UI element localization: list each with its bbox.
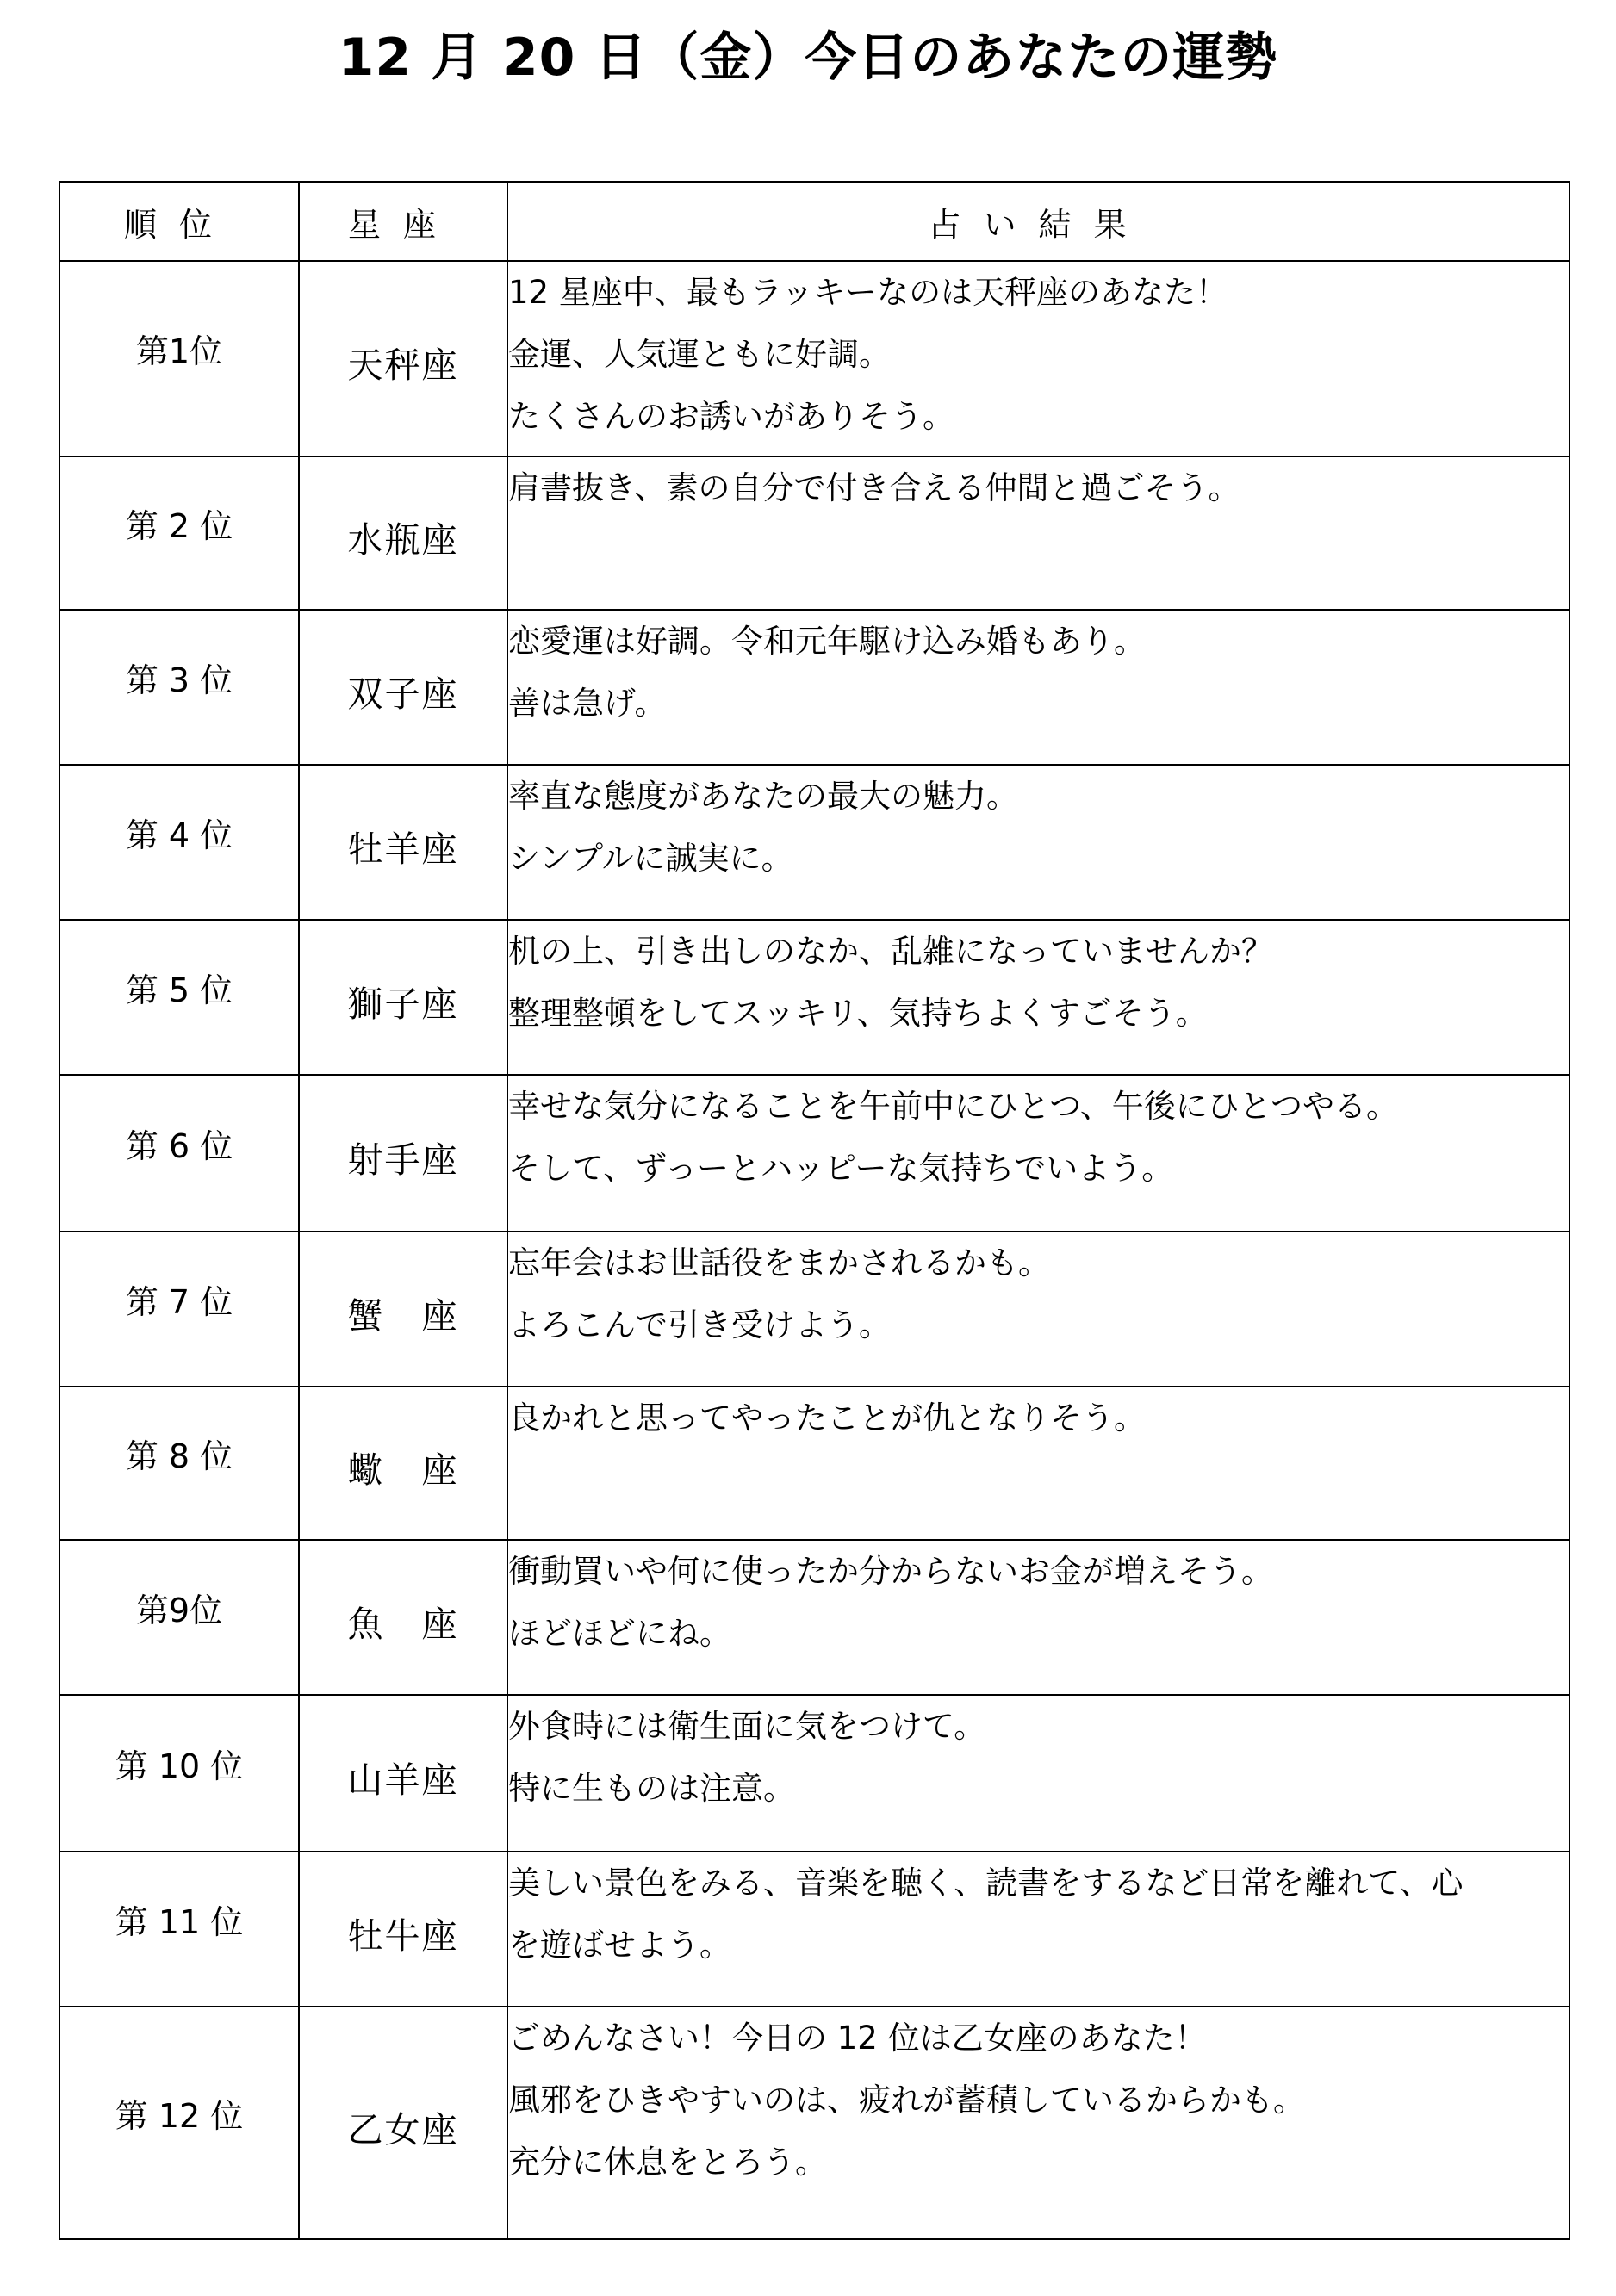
result-cell (507, 1232, 1569, 1387)
rank-label: 第 2 位 (125, 506, 233, 545)
sign-label: 水瓶座 (347, 518, 459, 561)
rank-label: 第 7 位 (125, 1282, 233, 1321)
result-line: 良かれと思ってやったことが仇となりそう。 (508, 1399, 1146, 1437)
sign-cell (299, 456, 507, 610)
rank-cell (59, 1387, 299, 1540)
rank-cell (59, 1540, 299, 1695)
rank-cell (59, 261, 299, 456)
sign-label: 牡牛座 (347, 1914, 459, 1957)
rank-label: 第 8 位 (125, 1437, 233, 1475)
rank-cell (59, 765, 299, 920)
sign-cell (299, 765, 507, 920)
result-cell (507, 1695, 1569, 1852)
result-cell (507, 765, 1569, 920)
result-cell (507, 1852, 1569, 2007)
rank-cell (59, 456, 299, 610)
sign-label: 双子座 (347, 673, 459, 715)
table-row (59, 1387, 1569, 1540)
rank-cell (59, 1695, 299, 1852)
result-cell (507, 1075, 1569, 1232)
sign-label: 乙女座 (347, 2108, 459, 2150)
page-title: 12 月 20 日（金）今日のあなたの運勢 (338, 28, 1278, 88)
result-line: 恋愛運は好調。令和元年駆け込み婚もあり。 (508, 623, 1146, 660)
sign-label: 山羊座 (347, 1759, 459, 1801)
table-row (59, 261, 1569, 456)
sign-cell (299, 1232, 507, 1387)
sign-label: 魚 座 (347, 1603, 459, 1645)
result-line: 率直な態度があなたの最大の魅力。 (508, 778, 1018, 815)
table-row (59, 1540, 1569, 1695)
rank-label: 第 10 位 (115, 1747, 244, 1785)
rank-label: 第1位 (135, 332, 223, 370)
result-cell (507, 1540, 1569, 1695)
rank-label: 第 4 位 (125, 816, 233, 854)
result-line: 忘年会はお世話役をまかされるかも。 (508, 1244, 1050, 1281)
result-line: を遊ばせよう。 (508, 1927, 731, 1964)
result-line: そして、ずっーとハッピーな気持ちでいよう。 (508, 1150, 1174, 1187)
rank-label: 第 5 位 (125, 971, 233, 1009)
rank-cell (59, 1852, 299, 2007)
result-cell (507, 1387, 1569, 1540)
sign-label: 獅子座 (347, 983, 459, 1025)
result-line: 美しい景色をみる、音楽を聴く、読書をするなど日常を離れて、心 (508, 1865, 1464, 1902)
table-row (59, 920, 1569, 1075)
result-cell (507, 456, 1569, 610)
result-line: ほどほどにね。 (508, 1615, 731, 1652)
sign-cell (299, 1540, 507, 1695)
result-line: 整理整頓をしてスッキリ、気持ちよくすごそう。 (508, 995, 1208, 1032)
result-cell (507, 920, 1569, 1075)
sign-cell (299, 2007, 507, 2239)
result-line: たくさんのお誘いがありそう。 (508, 398, 954, 435)
table-row (59, 2007, 1569, 2239)
result-line: 特に生ものは注意。 (508, 1770, 795, 1807)
rank-cell (59, 610, 299, 765)
result-line: 善は急げ。 (508, 685, 667, 722)
result-cell (507, 2007, 1569, 2239)
result-cell (507, 261, 1569, 456)
rank-cell (59, 1232, 299, 1387)
result-line: よろこんで引き受けよう。 (508, 1306, 891, 1343)
sign-label: 蟹 座 (347, 1294, 459, 1337)
table-row (59, 456, 1569, 610)
result-line: 衝動買いや何に使ったか分からないお金が増えそう。 (508, 1553, 1273, 1590)
result-line: 外食時には衛生面に気をつけて。 (508, 1708, 986, 1745)
rank-label: 第 12 位 (115, 2096, 244, 2135)
result-line: 風邪をひきやすいのは、疲れが蓄積しているからかも。 (508, 2082, 1305, 2119)
result-line: 12 星座中、最もラッキーなのは天秤座のあなた！ (508, 274, 1228, 311)
sign-cell (299, 261, 507, 456)
sign-cell (299, 610, 507, 765)
result-line: 肩書抜き、素の自分で付き合える仲間と過ごそう。 (508, 469, 1240, 506)
sign-cell (299, 920, 507, 1075)
table-row (59, 610, 1569, 765)
table-row (59, 1075, 1569, 1232)
rank-label: 第 11 位 (115, 1902, 244, 1941)
rank-label: 第 3 位 (125, 661, 233, 699)
result-line: 机の上、引き出しのなか、乱雑になっていませんか？ (508, 933, 1273, 970)
sign-label: 牡羊座 (347, 828, 459, 870)
header-rank: 順位 (59, 182, 299, 261)
sign-cell (299, 1387, 507, 1540)
header-sign: 星座 (299, 182, 507, 261)
rank-cell (59, 920, 299, 1075)
rank-cell (59, 2007, 299, 2239)
sign-label: 天秤座 (347, 344, 459, 386)
table-row (59, 1695, 1569, 1852)
rank-label: 第9位 (135, 1591, 223, 1629)
header-result: 占い結果 (507, 182, 1569, 261)
sign-cell (299, 1852, 507, 2007)
fortune-ranking-table (59, 181, 1570, 2240)
result-line: 金運、人気運ともに好調。 (508, 336, 891, 373)
sign-cell (299, 1075, 507, 1232)
sign-label: 射手座 (347, 1139, 459, 1181)
result-cell (507, 610, 1569, 765)
table-row (59, 765, 1569, 920)
rank-label: 第 6 位 (125, 1126, 233, 1165)
table-row (59, 1232, 1569, 1387)
table-header-row (59, 182, 1569, 261)
rank-cell (59, 1075, 299, 1232)
result-line: 幸せな気分になることを午前中にひとつ、午後にひとつやる。 (508, 1088, 1399, 1125)
result-line: 充分に休息をとろう。 (508, 2144, 827, 2181)
table-row (59, 1852, 1569, 2007)
result-line: ごめんなさい！今日の 12 位は乙女座のあなた！ (508, 2020, 1207, 2057)
result-line: シンプルに誠実に。 (508, 840, 793, 877)
sign-label: 蠍 座 (347, 1449, 459, 1491)
sign-cell (299, 1695, 507, 1852)
